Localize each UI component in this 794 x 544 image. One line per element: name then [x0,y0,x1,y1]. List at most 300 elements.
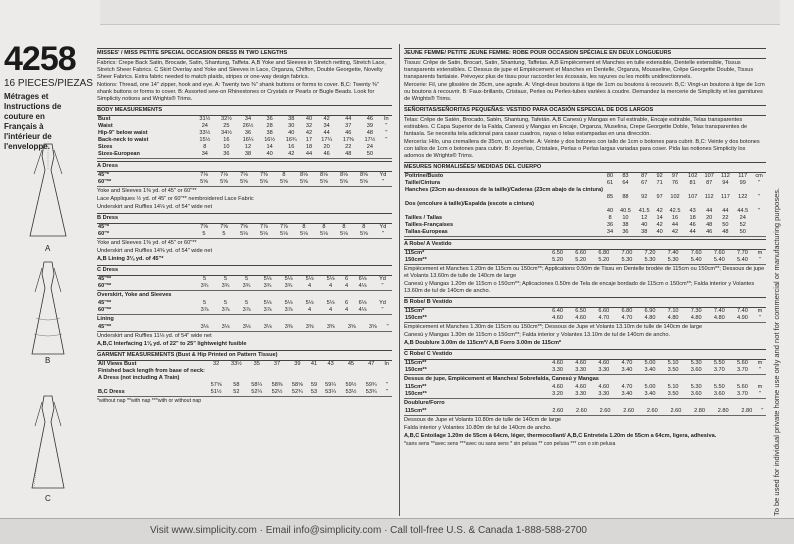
table-cell: 20 [706,215,713,221]
row-label: All Views Bust [98,361,137,367]
table-cell: 6.60 [575,250,587,256]
table-cell: 5⅛ [284,300,293,306]
table-cell [226,368,246,375]
table-cell: 87 [641,173,648,179]
table-cell: " [754,367,766,375]
row-label: B,C Dress [97,389,206,397]
table-cell: 5.00 [644,360,656,366]
row-label: Tailles-Françaises [405,222,454,228]
table-cell: 4.90 [731,315,754,323]
table-cell: 18 [689,215,696,221]
table-cell: 42 [656,208,663,214]
table-cell: 5.10 [667,384,679,390]
table-cell: 3¾ [278,283,299,291]
french-footnote: *sans sens **avec sens ***avec ou sans sens * sin pelusa ** con pelusa *** con o sin pelusa [404,441,616,447]
ab-lining: A,B Lining 3⅛ yd. of 45"* [97,256,164,262]
table-cell: 3.60 [708,391,731,399]
table-cell: 8 [203,144,207,150]
table-cell [267,368,287,375]
table-cell: 4.60 [598,384,610,390]
private-use-notice: To be used for individual private home use only and not for commercial or manufacturing purposes. [772,187,781,516]
table-cell: 3⅛ [236,324,257,332]
table-cell: 6.50 [575,308,587,314]
table-cell: 22 [722,215,729,221]
row-label: Tallas-Europeas [404,229,604,237]
table-cell: 6 [344,300,349,306]
tissus-text: Tissus: Crêpe de Satin, Brocart, Satin, Shantung, Taffetas. A,B Empiècement et Manches en tulle extensible, Dentelle extensible, Tissus transparents extensibles. C Dessus de jupe et Empiècement et Manches en Dentelle, Organza, Mousseline, Crêpe Georgette Double, Tissus transparents fantaisie. Prévoyez plus de tissu pour raccorder les écossais, les rayures ou les motifs unidirectionnels. [404,60,754,80]
table-cell: " [381,389,392,397]
table-cell: 28 [266,123,273,129]
table-cell: 25 [223,123,230,129]
table-cell: 7⅛ [240,172,248,178]
table-cell: 3⅝ [341,324,362,332]
table-row [404,208,766,215]
table-cell: 50 [733,229,752,237]
table-cell: m [757,250,763,256]
table-cell: 44 [706,208,713,214]
table-cell: 17½ [364,137,376,143]
table-cell: 3⅛ [194,324,215,332]
table-cell [733,201,752,208]
table-cell: 5⅛ [263,300,272,306]
table-row [404,308,766,315]
row-label: 60"** [97,283,194,291]
table-cell: 46 [316,151,338,159]
yardage-note: Yoke and Sleeves 1⅜ yd. of 45" or 60"** [97,188,197,194]
table-row [404,360,766,367]
table-cell: 85 [606,194,614,200]
view-b-label: B [45,356,51,365]
table-cell: 3.30 [592,367,615,375]
table-cell: 59¼ [325,382,337,388]
table-cell: 7.60 [713,250,725,256]
table-cell: 3.50 [662,367,685,375]
table-cell: 4.60 [546,315,569,323]
a-dress-heading: A Dress [97,161,392,172]
table-cell: 4.80 [708,315,731,323]
table-cell: 40 [641,222,648,228]
table-cell: 46 [689,222,696,228]
table-cell [247,375,267,382]
table-cell: 102 [687,173,698,179]
table-cell: 32 [212,361,220,367]
row-label [404,208,604,215]
table-cell: 24 [739,215,746,221]
table-row [404,229,766,237]
table-cell: 41 [310,361,318,367]
table-cell: 5.60 [736,360,748,366]
table-cell: 52 [226,389,246,397]
table-cell: 36 [216,151,238,159]
table-cell: 5 [244,300,249,306]
table-cell: 3⅜ [320,324,341,332]
table-cell: 40.5 [619,208,631,214]
table-cell: 7⅞ [260,224,268,230]
row-label: A Dress (not including A Train) [98,375,180,381]
yardage-note: Dessous de Jupe et Volants 10.80m de tulle de 140cm de large [404,417,562,423]
view-c-sketch [18,392,78,492]
table-cell: 5 [223,276,228,282]
table-cell: 52¼ [247,389,267,397]
table-cell: 7.20 [644,250,656,256]
table-cell: 16 [288,144,295,150]
table-row [97,375,392,382]
table-row [404,315,766,323]
table-cell: 3¾ [194,283,215,291]
table-cell: 42.5 [669,208,681,214]
table-cell: 37 [345,123,352,129]
table-cell: 99 [739,180,746,186]
table-cell: 4⅛ [352,283,373,291]
table-cell: 5⅝ [354,179,374,187]
table-cell: 102 [670,194,680,200]
table-cell: 3⅞ [194,307,215,315]
table-cell: 3¾ [236,283,257,291]
table-cell: 5⅛ [326,300,335,306]
table-cell: 2.80 [688,408,712,416]
table-cell [684,187,701,194]
table-cell: " [754,315,766,323]
table-cell: 5.30 [662,257,685,265]
table-cell: 3.60 [685,367,708,375]
table-cell: 44 [684,229,701,237]
table-cell: 5⅛ [334,231,354,239]
table-row [97,361,392,368]
table-cell: 3.70 [731,391,754,399]
table-cell: 3.40 [638,391,661,399]
yardage-note: Lace Appliques ½ yd. of 45" or 60"** nembroidered Lace Fabric [97,196,254,202]
row-label: Taille/Cintura [405,180,441,186]
table-cell: 3.40 [638,367,661,375]
table-cell: 53¾ [361,389,381,397]
table-cell: 3¾ [257,283,278,291]
table-cell: 81 [689,180,696,186]
row-label: 45"** [98,276,112,282]
table-cell [226,375,246,382]
table-cell: 4.70 [615,315,638,323]
table-cell: 36 [606,222,614,228]
table-cell: 2.60 [570,408,594,416]
table-cell [320,375,340,382]
table-cell: " [758,194,761,200]
table-cell: 24 [366,144,373,150]
table-cell: 2.60 [593,408,617,416]
row-label: 115cm** [405,360,427,366]
table-cell: 7⅜ [260,172,268,178]
table-cell: 38 [288,116,295,122]
table-cell: 38 [266,130,273,136]
table-cell: 3.40 [615,391,638,399]
table-cell [752,215,766,222]
table-cell: 33½ [199,130,211,136]
table-cell: 51½ [206,389,226,397]
row-label: 150cm** [404,391,546,399]
notions-text: Notions: Thread, one 14" zipper, hook and eye. A: Twenty two ⅜" shank buttons or forms to cover. B,C: Twenty ⅜" shank buttons or forms to cover. B: Assorted sew-on Rhinestones or Crystals or Pearls or Bugle Beads. Look for Simplicity notions and Wrights® Trims. [97,82,379,102]
table-cell: 8⅛ [300,172,308,178]
table-cell: 5.20 [546,257,569,265]
table-cell: 4⅛ [352,307,373,315]
row-label: 150cm** [404,315,546,323]
table-cell: 5.20 [569,257,592,265]
yardage-note: Falda interior y Volantes 10.80m de tul de 140cm de ancho. [404,425,552,431]
table-cell: 38 [635,229,654,237]
c-overskirt-label: Overskirt, Yoke and Sleeves [97,292,172,298]
yardage-note: Underskirt and Ruffles 11⅛ yd. of 54" wide net [97,333,212,339]
table-cell: 50 [359,151,381,159]
table-cell: 6.60 [598,308,610,314]
table-cell: 5⅛ [284,276,293,282]
table-cell: 40 [606,208,614,214]
table-cell [381,151,392,159]
table-cell: 8 [322,224,326,230]
table-cell: 57⅝ [210,382,222,388]
table-cell: 5 [244,276,249,282]
table-cell: 46 [701,229,718,237]
english-footnote: *without nap **with nap ***with or without nap [97,398,202,404]
table-cell: 39 [294,361,301,367]
ab-doublure: A,B Doublure 3.00m de 115cm*/ A,B Forro 3.00m de 115cm* [404,340,562,346]
table-cell: 46 [366,116,373,122]
table-cell: 4 [320,283,341,291]
table-cell: 50 [722,222,729,228]
table-row [404,201,766,208]
table-cell: 4.60 [575,360,587,366]
table-cell: 3.70 [708,367,731,375]
table-cell: 4.60 [569,315,592,323]
table-cell: " [759,408,766,416]
row-label: 115cm** [404,408,546,416]
table-cell: 92 [641,194,648,200]
table-cell: " [758,180,761,186]
table-cell: 5⅛ [294,231,314,239]
table-cell: Yd [379,172,387,178]
table-cell: 38 [237,151,259,159]
table-row [97,179,392,187]
table-row [97,300,392,307]
table-cell: " [385,382,388,388]
table-cell: 5⅝ [194,179,214,187]
table-cell: 3.30 [569,367,592,375]
table-cell: 5.00 [644,384,656,390]
table-cell: 44 [302,151,316,159]
table-cell: 46 [345,130,352,136]
table-cell: 5.40 [708,257,731,265]
table-row [404,408,766,416]
yardage-note: Underskirt and Ruffles 14⅜ yd. of 54" wide net [97,248,213,254]
table-cell: 112 [720,173,730,179]
b-robe-heading: B Robe/ B Vestido [404,297,766,308]
table-cell: 47 [368,361,375,367]
table-cell: 12 [244,144,252,150]
table-cell: " [385,137,388,143]
row-label: Sizes [98,144,113,150]
table-row [404,367,766,375]
pattern-number: 4258 [4,40,76,78]
table-cell [287,368,307,375]
table-cell: 5⅝ [294,179,314,187]
table-cell: 6.40 [552,308,563,314]
table-cell: 7⅛ [200,172,208,178]
english-title: MISSES' / MISS PETITE SPECIAL OCCASION DRESS IN TWO LENGTHS [97,48,392,59]
yardage-note: Underskirt and Ruffles 14⅛ yd. of 54" wide net [97,204,213,210]
table-cell: 20 [323,144,330,150]
table-cell: 5.20 [592,257,615,265]
table-cell: 16 [671,215,679,221]
table-row [97,276,392,283]
table-cell: 37 [273,361,281,367]
table-cell: 42 [280,151,302,159]
table-cell: 7.30 [690,308,702,314]
table-cell: Yd [379,300,386,306]
table-cell: 5.30 [638,257,661,265]
table-cell [717,201,733,208]
c-dress-table [97,276,392,291]
a-robe-notes [404,266,766,295]
table-cell: 34 [194,151,216,159]
table-cell: 7⅝ [220,224,228,230]
table-cell [308,368,321,375]
table-cell [616,187,635,194]
c-doublure-label: Doublure/Forro [404,400,445,406]
table-cell [684,201,701,208]
table-cell: 4 [299,283,320,291]
table-cell: " [373,307,392,315]
table-row [404,222,766,229]
table-cell: " [385,123,388,129]
c-overskirt-table [97,300,392,315]
table-cell: 44 [722,208,729,214]
table-cell: 40 [654,229,666,237]
c-dress-notes [97,333,392,340]
table-cell: 8 [282,172,286,178]
contact-footer [0,518,794,544]
table-row [404,391,766,399]
table-row [404,180,766,187]
table-cell [717,187,733,194]
table-cell [616,201,635,208]
view-c-label: C [45,494,51,503]
table-cell [752,187,766,194]
row-label: 45"* [98,172,110,178]
table-cell: 53 [308,389,321,397]
row-label: 45"* [98,224,110,230]
table-cell: 2.60 [664,408,688,416]
table-cell: cm [755,173,763,179]
table-cell: 5.60 [736,384,748,390]
table-cell: 16¾ [285,137,297,143]
table-cell: 117 [720,194,730,200]
table-cell: 3⅜ [278,324,299,332]
table-cell: 32 [305,123,313,129]
table-row [97,151,392,159]
table-cell: 8 [302,224,306,230]
table-cell: " [374,231,392,239]
table-cell: 5 [202,276,207,282]
table-cell: 36 [244,130,252,136]
table-cell: 58⅜ [271,382,283,388]
table-cell: 5⅛ [254,231,274,239]
table-row [404,187,766,194]
table-cell: 5.50 [713,360,725,366]
a-dress-table [97,172,392,187]
table-cell [341,368,361,375]
table-cell: 112 [704,194,714,200]
table-cell: 6.80 [621,308,633,314]
table-cell: 40 [305,116,313,122]
table-cell: 36 [266,116,273,122]
table-cell: 4 [341,283,352,291]
table-cell: 122 [738,194,748,200]
table-row [97,283,392,291]
merceria-text: Mercería: Hilo, una cremallera de 35cm, un corchete. A: Veinte y dos botones con tallo de 1cm o botones para cubrir. B,C: Veinte y dos botones con tallos de 1cm o botones para cubrir. B: Joyerías, Cristales, Perlas o Perlas largas variadas para coser. Pida las notiones Simplicity los adornos de Wrights® Trims. [404,139,760,159]
table-row [97,368,392,375]
table-cell: 14 [656,215,663,221]
yardage-note: Empiècement et Manches 1.30m de 115cm ou 150cm**; Dessous de Jupe et Volants 13.10m de tulle de 140cm de large [404,324,703,330]
row-label: 60"* [97,231,194,239]
table-cell: 44 [345,116,352,122]
table-cell: 6⅛ [358,300,367,306]
table-cell: 4 [320,307,341,315]
table-cell: 5⅝ [354,231,374,239]
table-cell: 5 [194,231,214,239]
table-cell: 5⅝ [274,179,294,187]
table-cell: 4.80 [685,315,708,323]
table-cell: 41.5 [638,208,650,214]
table-cell: 7.40 [667,250,679,256]
french-spanish-panel [404,46,766,514]
table-cell: 5 [223,300,228,306]
table-cell: 87 [706,180,713,186]
table-cell: m [757,308,763,314]
table-cell: 48 [366,130,373,136]
table-cell: Yd [379,224,387,230]
c-dress-heading: C Dress [97,265,392,276]
table-cell [604,187,616,194]
table-cell: " [385,130,388,136]
table-cell: 2.60 [617,408,641,416]
table-cell: " [383,324,392,332]
table-cell: 5⅛ [263,276,272,282]
table-row [97,382,392,389]
table-cell: 58⅝ [291,382,303,388]
row-label: 150cm** [404,367,546,375]
yardage-note: Empiècement et Manches 1.20m de 115cm ou 150cm**; Applications 0.50m de Tissu en Dentelle brodée de 115cm ou 150cm**; Dessous de jupe et Volants 13.60m de tulle de 140cm de large [404,266,765,279]
table-cell: 88 [622,194,629,200]
table-cell [341,375,361,382]
table-cell: 48 [337,151,359,159]
table-cell: 6 [344,276,349,282]
table-cell: 34½ [220,130,232,136]
mesures-table [404,173,766,237]
table-row [97,231,392,239]
view-a-label: A [45,244,51,253]
table-cell: 59 [310,382,318,388]
table-cell: 3.30 [569,391,592,399]
table-row [97,116,392,123]
table-row [97,172,392,179]
table-cell: 24 [201,123,208,129]
table-cell: 48 [706,222,713,228]
c-robe-heading: C Robe/ C Vestido [404,349,766,360]
table-cell: 5.40 [685,257,708,265]
table-cell: 14 [266,144,273,150]
table-cell: 10 [622,215,629,221]
row-label: 60"** [97,307,194,315]
table-cell: 7⅝ [200,224,208,230]
table-cell: 4.80 [638,315,661,323]
table-cell: 5⅝ [234,179,254,187]
entoilage: A,B,C Entoilage 1.20m de 55cm à 64cm, léger, thermocollant/ A,B,C Entretela 1.20m de 55cm a 64cm, ligera, adhesiva. [404,433,717,439]
